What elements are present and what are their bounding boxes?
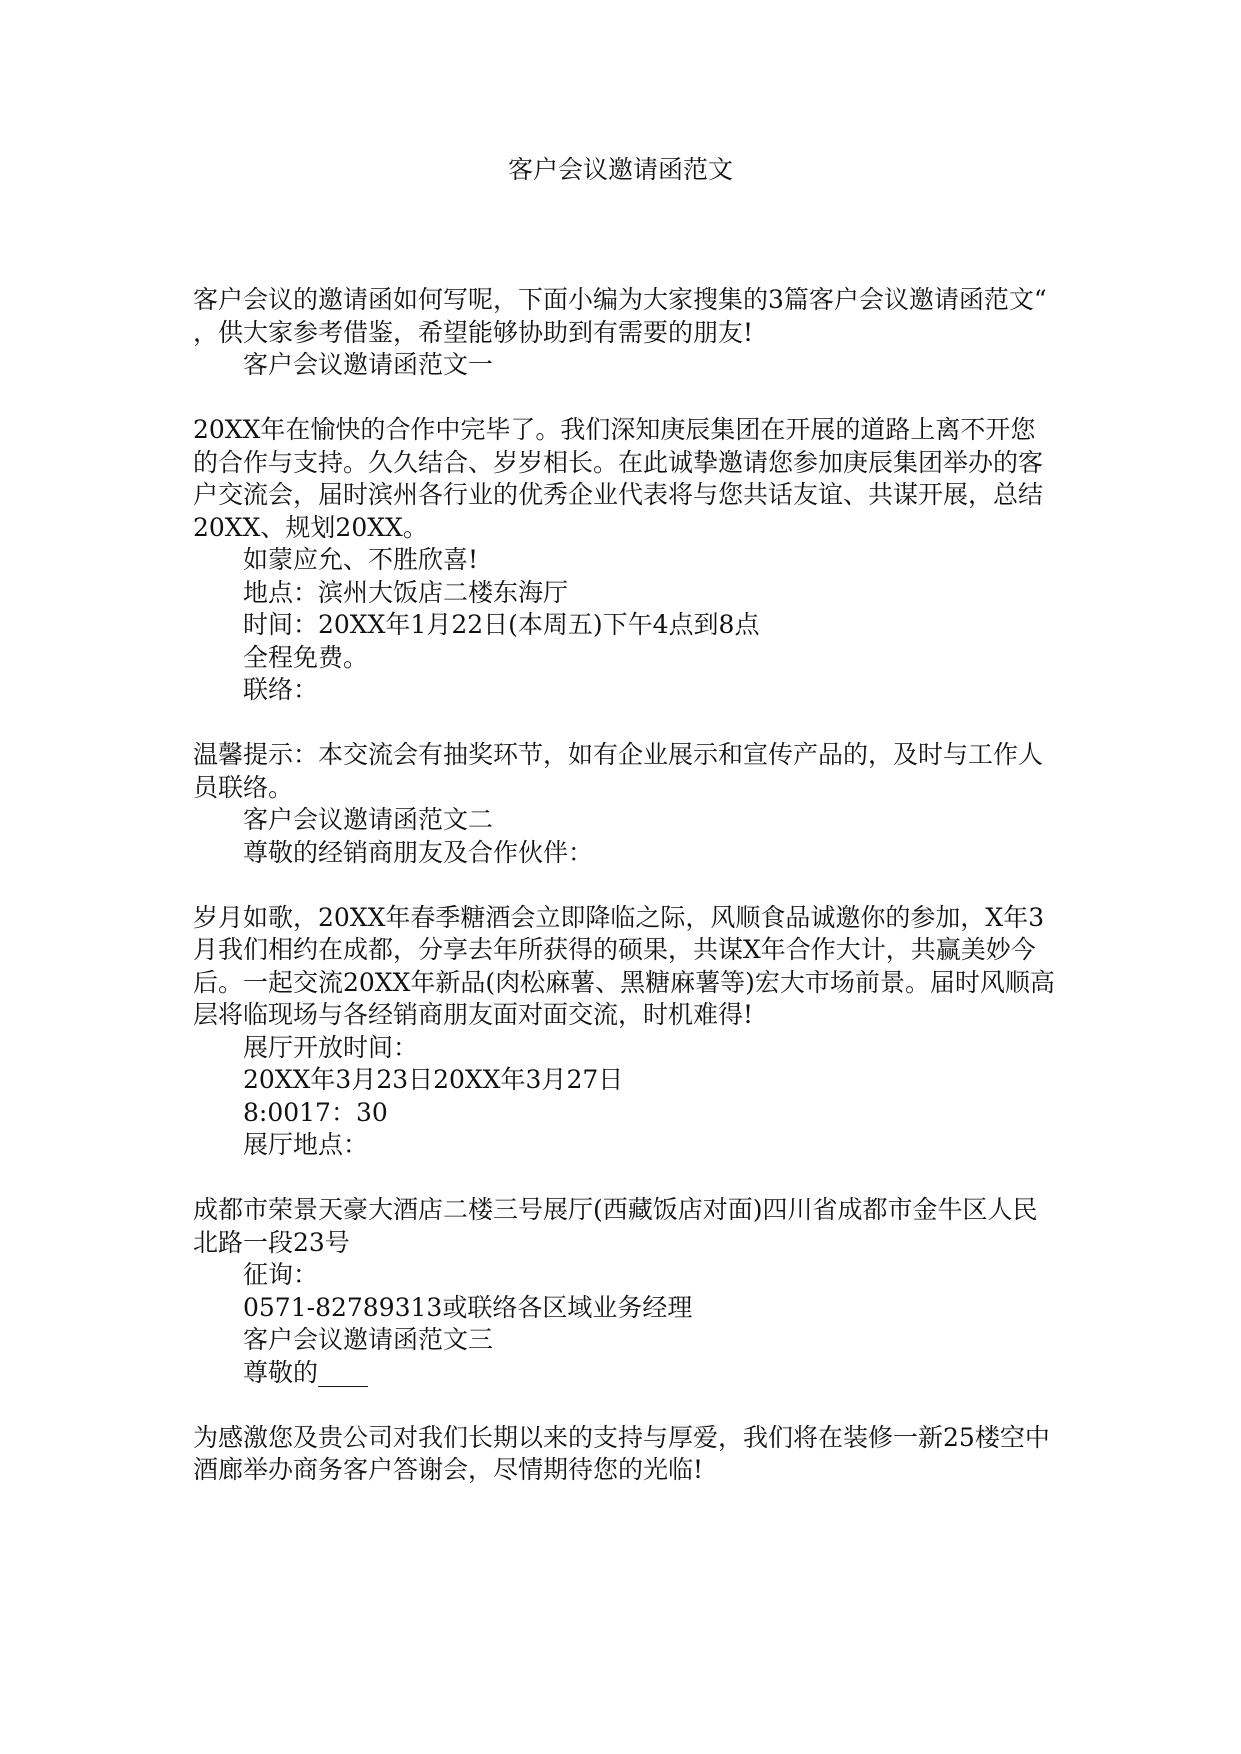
- text-line: 月我们相约在成都，分享去年所获得的硕果，共谋X年合作大计，共赢美妙今: [193, 935, 1036, 964]
- text-line: 层将临现场与各经销商朋友面对面交流，时机难得!: [193, 1000, 754, 1029]
- text-line: 展厅开放时间：: [243, 1032, 419, 1062]
- text-line: 20XX、规划20XX。: [193, 512, 428, 542]
- text-line: 征询：: [243, 1260, 319, 1289]
- blank-line: [193, 1389, 1053, 1422]
- text-line: 20XX年3月23日20XX年3月27日: [243, 1065, 624, 1094]
- blank-line: [193, 707, 1053, 740]
- text-line: 时间：20XX年1月22日(本周五)下午4点到8点: [243, 610, 760, 639]
- text-line: 客户会议邀请函范文一: [243, 350, 494, 379]
- blank-line: [193, 1162, 1053, 1195]
- text-line: 酒廊举办商务客户答谢会，尽情期待您的光临!: [193, 1455, 704, 1484]
- blank-line: [193, 382, 1053, 415]
- text-line: 客户会议邀请函范文二: [243, 805, 494, 834]
- text-line: 0571-82789313或联络各区域业务经理: [243, 1292, 693, 1322]
- text-line: 如蒙应允、不胜欣喜!: [243, 545, 479, 574]
- text-line: 员联络。: [193, 772, 294, 802]
- text-line: 展厅地点：: [243, 1130, 369, 1159]
- text-line: ，供大家参考借鉴，希望能够协助到有需要的朋友!: [193, 317, 754, 347]
- blank-line: [193, 869, 1053, 902]
- text-line: 户交流会，届时滨州各行业的优秀企业代表将与您共话友谊、共谋开展，总结: [193, 480, 1044, 509]
- text-line: 成都市荣景天豪大酒店二楼三号展厅(西藏饭店对面)四川省成都市金牛区人民: [193, 1195, 1038, 1224]
- document-title: 客户会议邀请函范文: [507, 155, 733, 184]
- text-line: 地点：滨州大饭店二楼东海厅: [243, 577, 569, 607]
- text-line: 8:0017：30: [243, 1097, 388, 1127]
- text-line: 20XX年在愉快的合作中完毕了。我们深知庚辰集团在开展的道路上离不开您: [193, 415, 1036, 444]
- text-line: 尊敬的____: [243, 1357, 369, 1387]
- text-line: 后。一起交流20XX年新品(肉松麻薯、黑糖麻薯等)宏大市场前景。届时风顺高: [193, 967, 1055, 997]
- text-line: 联络：: [243, 675, 319, 704]
- text-line: 尊敬的经销商朋友及合作伙伴：: [243, 837, 594, 867]
- document-body: [193, 284, 1053, 1487]
- text-line: 温馨提示：本交流会有抽奖环节，如有企业展示和宣传产品的，及时与工作人: [193, 740, 1044, 769]
- text-line: 的合作与支持。久久结合、岁岁相长。在此诚挚邀请您参加庚辰集团举办的客: [193, 447, 1044, 477]
- text-line: 客户会议的邀请函如何写呢，下面小编为大家搜集的3篇客户会议邀请函范文“: [193, 285, 1047, 314]
- text-line: 北路一段23号: [193, 1227, 350, 1257]
- text-line: 全程免费。: [243, 642, 369, 672]
- text-line: 客户会议邀请函范文三: [243, 1325, 494, 1354]
- text-line: 为感激您及贵公司对我们长期以来的支持与厚爱，我们将在装修一新25楼空中: [193, 1422, 1050, 1452]
- text-line: 岁月如歌，20XX年春季糖酒会立即降临之际，风顺食品诚邀你的参加，X年3: [193, 902, 1045, 932]
